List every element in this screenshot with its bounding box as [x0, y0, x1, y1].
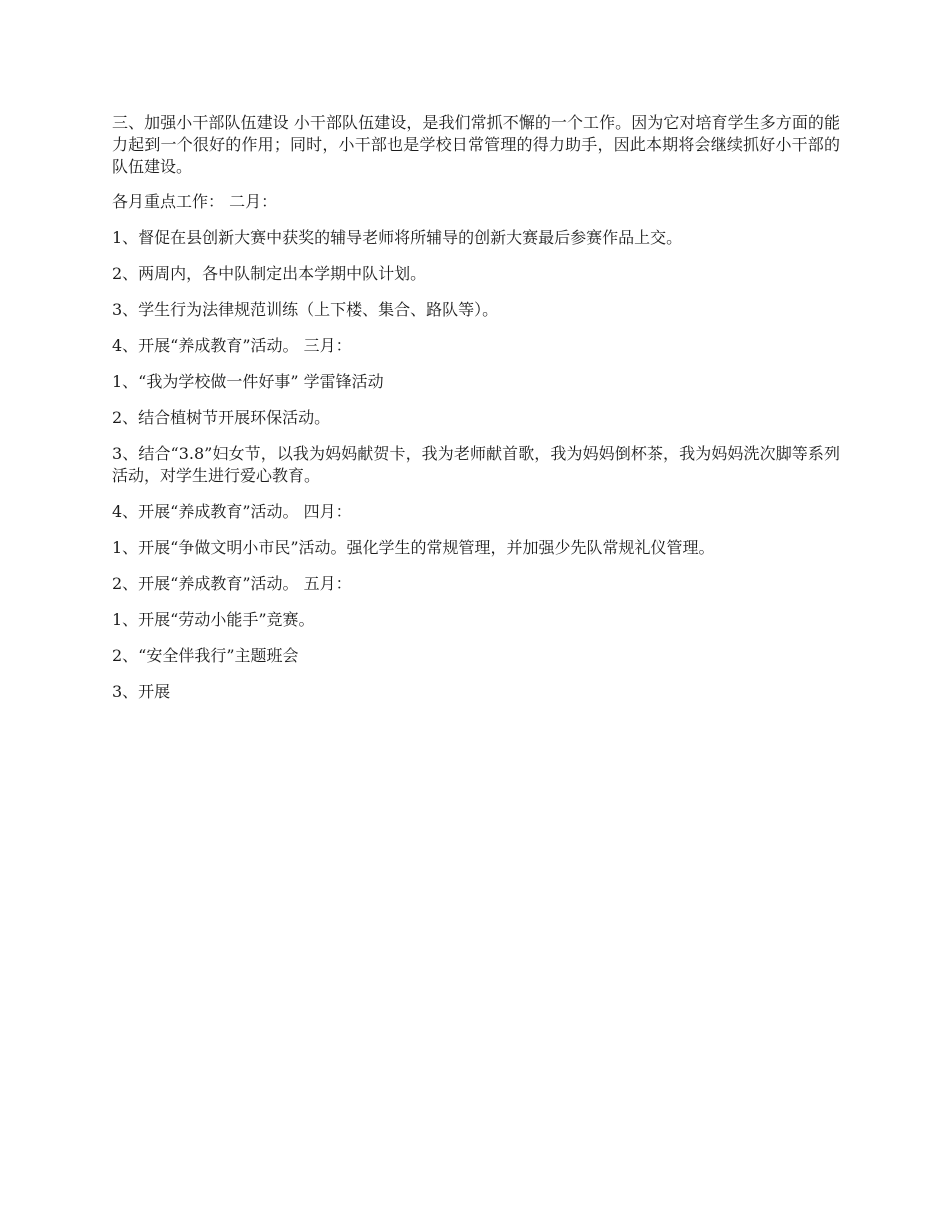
list-item: 2、结合植树节开展环保活动。 [112, 408, 331, 427]
list-item: 3、学生行为法律规范训练（上下楼、集合、路队等）。 [112, 300, 499, 319]
monthly-work-heading: 各月重点工作： 二月： [112, 192, 278, 211]
list-item: 2、开展“养成教育”活动。 五月： [112, 574, 352, 593]
list-item: 4、开展“养成教育”活动。 三月： [112, 336, 352, 355]
list-item: 1、督促在县创新大赛中获奖的辅导老师将所辅导的创新大赛最后参赛作品上交。 [112, 228, 683, 247]
list-item: 1、开展“争做文明小市民”活动。强化学生的常规管理，并加强少先队常规礼仪管理。 [112, 538, 715, 557]
list-item: 2、两周内，各中队制定出本学期中队计划。 [112, 264, 427, 283]
list-item: 2、“安全伴我行”主题班会 [112, 646, 299, 665]
document-page [112, 112, 840, 717]
section-intro-paragraph: 三、加强小干部队伍建设 小干部队伍建设，是我们常抓不懈的一个工作。因为它对培育学生多方面的能力起到一个很好的作用；同时，小干部也是学校日常管理的得力助手，因此本期将会继续抓好小干部的队伍建设。 [112, 113, 840, 176]
list-item: 4、开展“养成教育”活动。 四月： [112, 502, 352, 521]
list-item: 3、结合“3.8”妇女节，以我为妈妈献贺卡，我为老师献首歌，我为妈妈倒杯茶，我为妈妈洗次脚等系列活动，对学生进行爱心教育。 [112, 444, 840, 485]
list-item: 1、开展“劳动小能手”竞赛。 [112, 610, 315, 629]
list-item: 1、“我为学校做一件好事” 学雷锋活动 [112, 372, 384, 391]
list-item: 3、开展 [112, 682, 171, 701]
